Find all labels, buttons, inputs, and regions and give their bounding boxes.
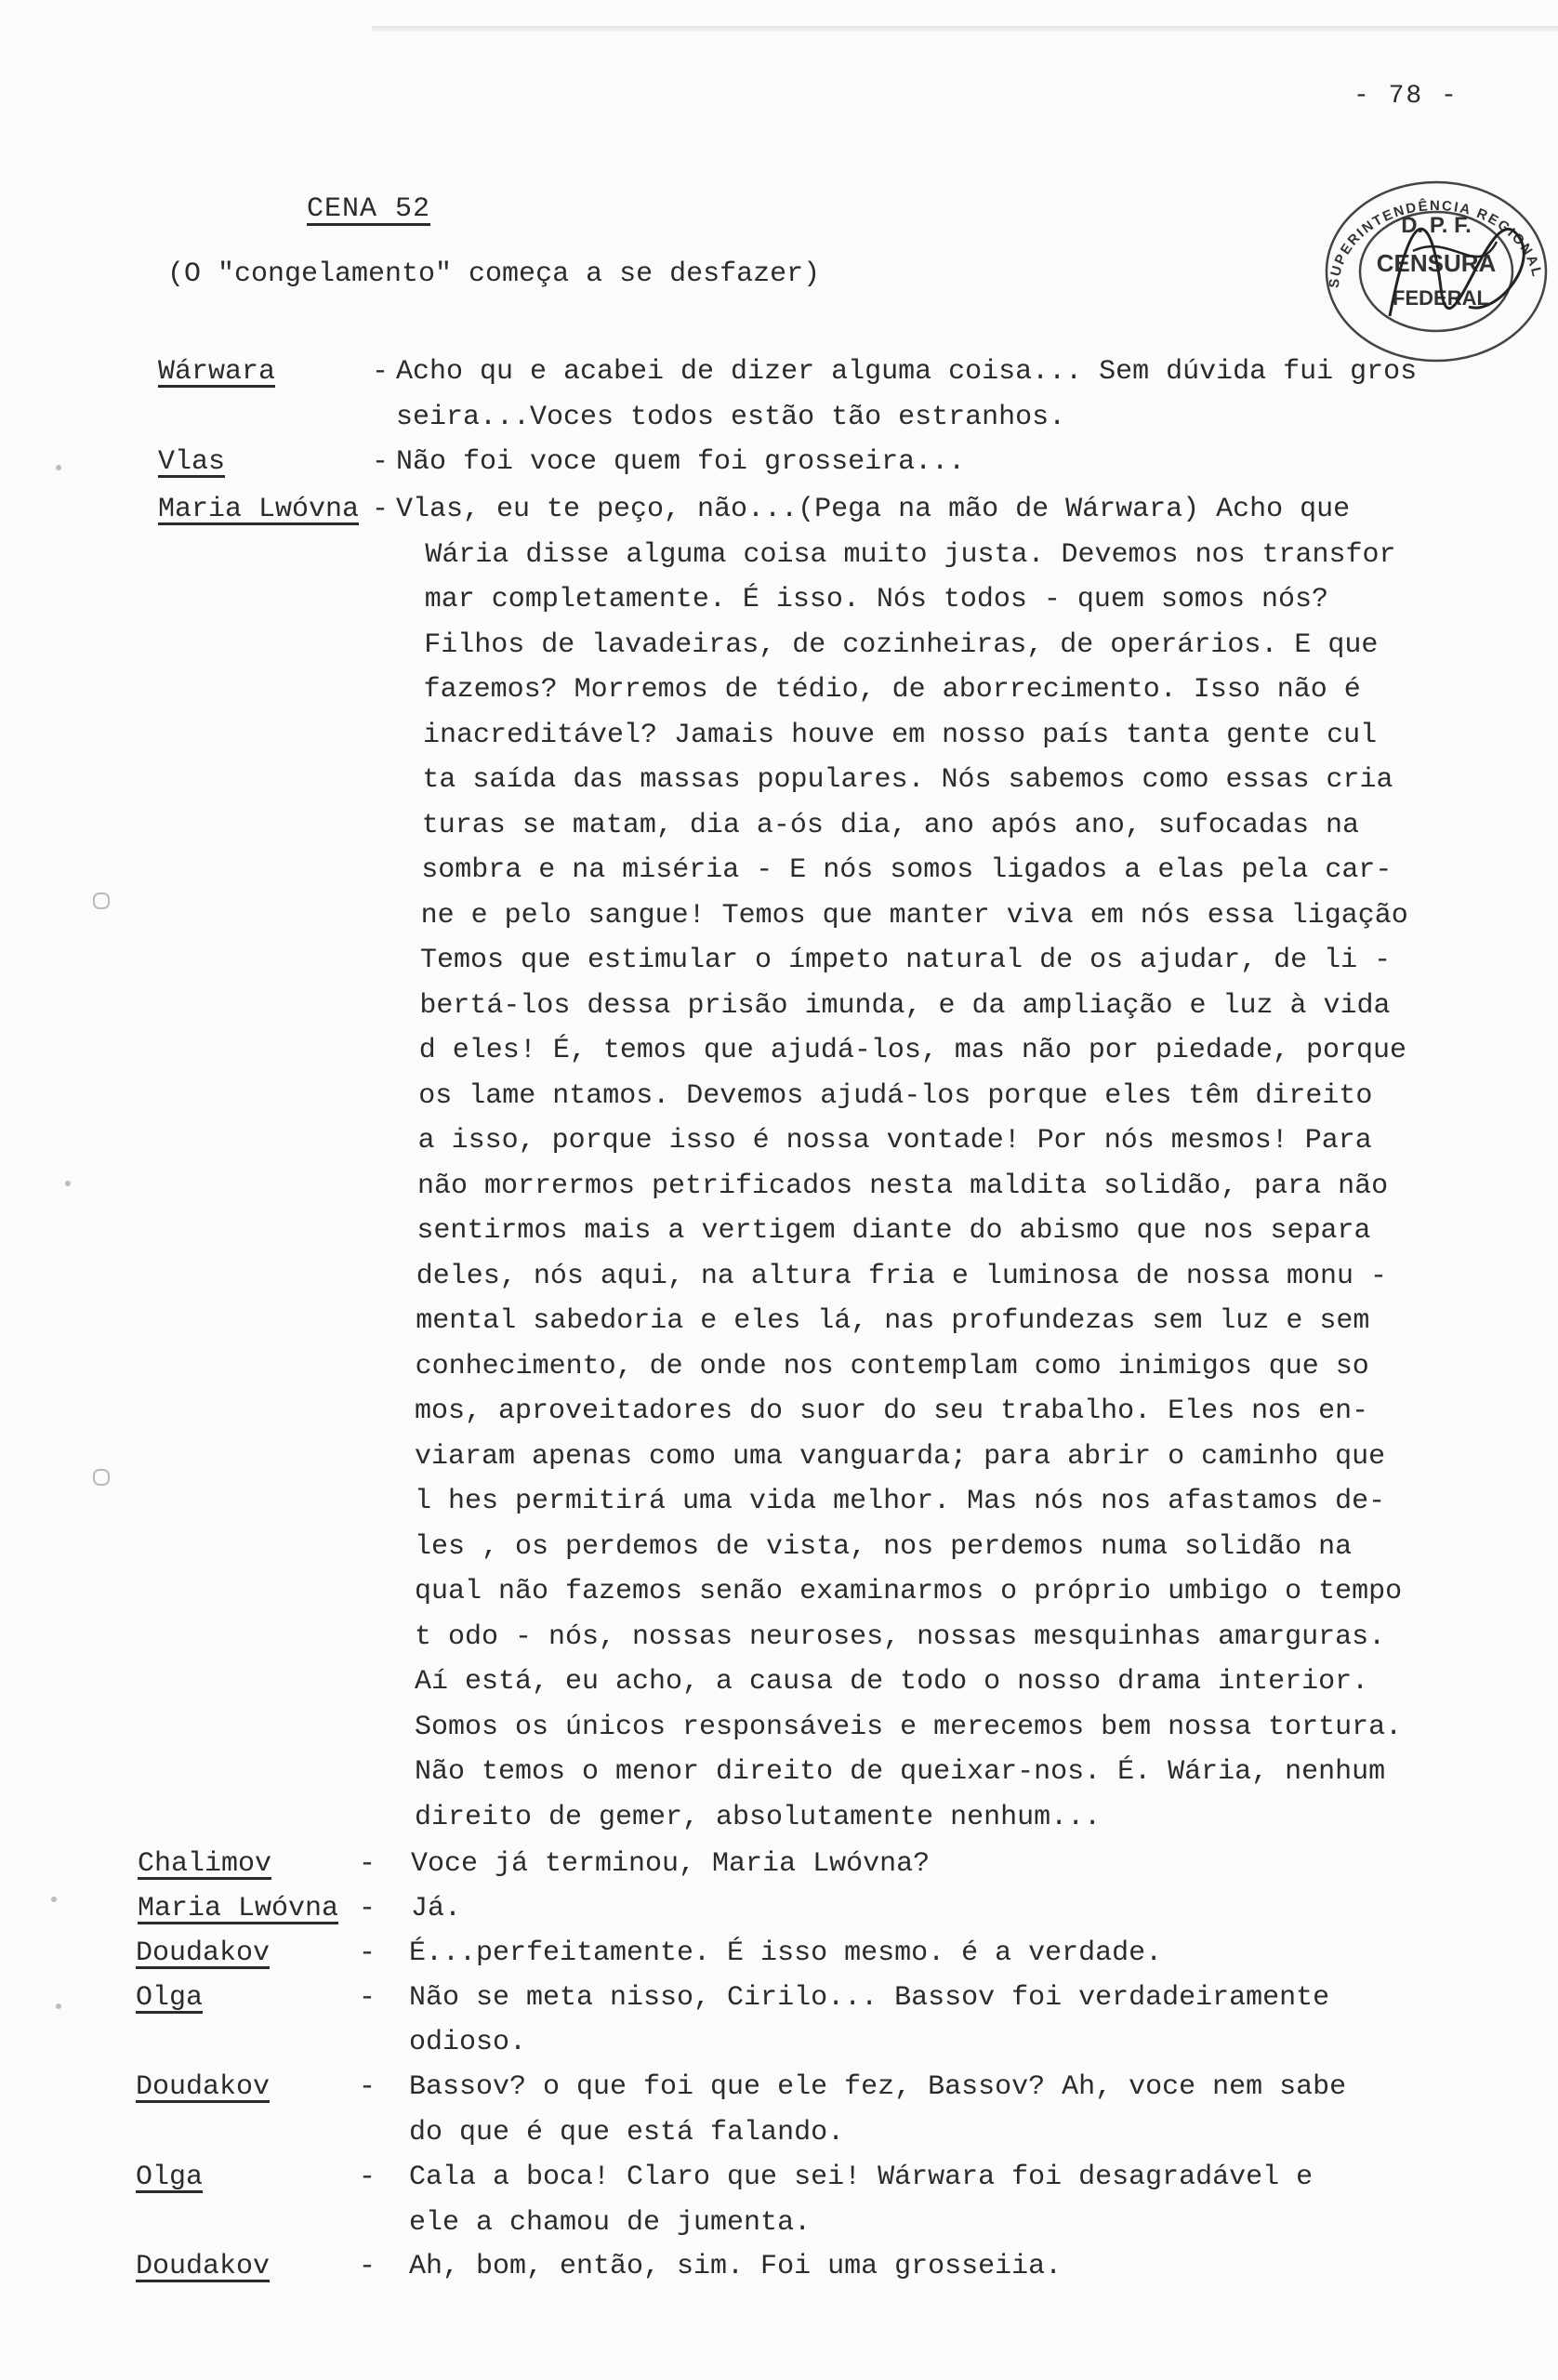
speaker-dash: - — [359, 1893, 376, 1924]
speaker-name: Doudakov — [136, 2251, 271, 2282]
speaker-dash: - — [372, 494, 390, 525]
speech-line: t odo - nós, nossas neuroses, nossas mesquinhas amarguras. — [415, 1620, 1386, 1653]
speech-line: ele a chamou de jumenta. — [409, 2206, 812, 2239]
speech-line: turas se matam, dia a-ós dia, ano após ano, sufocadas na — [421, 809, 1359, 841]
speech-line: do que é que está falando. — [409, 2116, 845, 2149]
speaker-name: Chalimov — [138, 1848, 272, 1880]
speech-line: É...perfeitamente. É isso mesmo. é a verdade. — [409, 1937, 1163, 1969]
speech-line: ta saída das massas populares. Nós sabemos como essas cria — [422, 764, 1393, 796]
speaker-name: Maria Lwóvna — [158, 494, 360, 525]
speech-line: ne e pelo sangue! Temos que manter viva em nós essa ligação — [420, 899, 1408, 932]
speech-line: Não foi voce quem foi grosseira... — [396, 446, 966, 478]
speech-line: Bassov? o que foi que ele fez, Bassov? Ah, voce nem sabe — [409, 2071, 1347, 2103]
speech-line: sombra e na miséria - E nós somos ligados a elas pela car- — [421, 854, 1393, 886]
speaker-dash: - — [359, 2251, 376, 2282]
speech-line: viaram apenas como uma vanguarda; para abrir o caminho que — [415, 1440, 1386, 1473]
speech-line: bertá-los dessa prisão imunda, e da ampliação e luz à vida — [419, 989, 1391, 1022]
speech-line: Somos os únicos responsáveis e merecemos bem nossa tortura. — [415, 1711, 1403, 1743]
speech-line: seira...Voces todos estão tão estranhos. — [396, 401, 1066, 433]
speech-line: Filhos de lavadeiras, de cozinheiras, de operários. E que — [424, 628, 1379, 661]
speech-line: mos, aproveitadores do suor do seu trabalho. Eles nos en- — [415, 1395, 1369, 1427]
speech-line: fazemos? Morremos de tédio, de aborrecimento. Isso não é — [423, 674, 1361, 706]
speech-line: odioso. — [409, 2027, 527, 2058]
speech-line: Não se meta nisso, Cirilo... Bassov foi verdadeiramente — [409, 1982, 1330, 2014]
speech-line: os lame ntamos. Devemos ajudá-los porque eles têm direito — [418, 1079, 1373, 1112]
speaker-dash: - — [372, 446, 390, 478]
stage-direction: (O "congelamento" começa a se desfazer) — [167, 258, 821, 290]
stamp-line: CENSURA — [1376, 249, 1497, 277]
scene-title: CENA 52 — [307, 193, 431, 225]
speech-line: d eles! É, temos que ajudá-los, mas não por piedade, porque — [418, 1035, 1406, 1066]
scan-speck — [93, 892, 110, 909]
speech-line: les , os perdemos de vista, nos perdemos numa solidão na — [415, 1530, 1353, 1563]
scan-speck — [93, 1469, 110, 1486]
speech-line: Cala a boca! Claro que sei! Wárwara foi desagradável e — [409, 2162, 1314, 2193]
scan-speck — [51, 1897, 57, 1902]
speech-line: Acho qu e acabei de dizer alguma coisa... Sem dúvida fui gros — [396, 356, 1418, 388]
speaker-name: Maria Lwóvna — [138, 1893, 339, 1924]
speech-line: Voce já terminou, Maria Lwóvna? — [411, 1848, 931, 1880]
speaker-dash: - — [359, 1848, 376, 1880]
speaker-name: Wárwara — [158, 356, 276, 388]
speech-line: mar completamente. É isso. Nós todos - quem somos nós? — [424, 584, 1328, 615]
speech-line: Ah, bom, então, sim. Foi uma grosseiia. — [409, 2251, 1063, 2282]
speaker-name: Vlas — [158, 446, 226, 478]
speaker-dash: - — [372, 356, 390, 388]
scan-speck — [56, 465, 61, 470]
scan-speck — [56, 2003, 61, 2009]
speech-line: a isso, porque isso é nossa vontade! Por nós mesmos! Para — [417, 1125, 1372, 1157]
speech-line: Já. — [411, 1893, 462, 1924]
scan-speck — [65, 1181, 71, 1186]
speech-line: l hes permitirá uma vida melhor. Mas nós nos afastamos de- — [415, 1486, 1386, 1517]
speech-line: direito de gemer, absolutamente nenhum... — [415, 1801, 1102, 1833]
speech-line: inacreditável? Jamais houve em nosso país tanta gente cul — [423, 719, 1378, 751]
speech-line: conhecimento, de onde nos contemplam como inimigos que so — [415, 1350, 1369, 1382]
speech-line: deles, nós aqui, na altura fria e luminosa de nossa monu - — [416, 1260, 1387, 1292]
speaker-name: Olga — [136, 1982, 204, 2014]
speech-line: mental sabedoria e eles lá, nas profundezas sem luz e sem — [416, 1305, 1370, 1337]
speaker-dash: - — [359, 2162, 376, 2193]
speech-line: Wária disse alguma coisa muito justa. Devemos nos transfor — [425, 538, 1396, 571]
speaker-name: Doudakov — [136, 2071, 271, 2103]
stamp-line: FEDERAL — [1393, 286, 1489, 310]
speech-line: Não temos o menor direito de queixar-nos. É. Wária, nenhum — [415, 1756, 1386, 1788]
speech-line: qual não fazemos senão examinarmos o próprio umbigo o tempo — [415, 1576, 1403, 1607]
speech-line: sentirmos mais a vertigem diante do abismo que nos separa — [416, 1215, 1371, 1247]
speaker-dash: - — [359, 1982, 376, 2014]
speaker-name: Doudakov — [136, 1937, 271, 1969]
stamp-ring-text: SUPERINTENDÊNCIA REGIONAL — [1326, 197, 1546, 289]
speaker-dash: - — [359, 2071, 376, 2103]
speech-line: Temos que estimular o ímpeto natural de os ajudar, de li - — [420, 945, 1392, 976]
page-number: - 78 - — [1353, 82, 1459, 111]
stamp-line: D. P. F. — [1401, 213, 1472, 238]
speech-line: não morrermos petrificados nesta maldita solidão, para não — [417, 1170, 1389, 1202]
speech-line: Vlas, eu te peço, não...(Pega na mão de Wárwara) Acho que — [396, 494, 1351, 525]
speech-line: Aí está, eu acho, a causa de todo o nosso drama interior. — [415, 1666, 1369, 1698]
speaker-dash: - — [359, 1937, 376, 1969]
speaker-name: Olga — [136, 2162, 204, 2193]
